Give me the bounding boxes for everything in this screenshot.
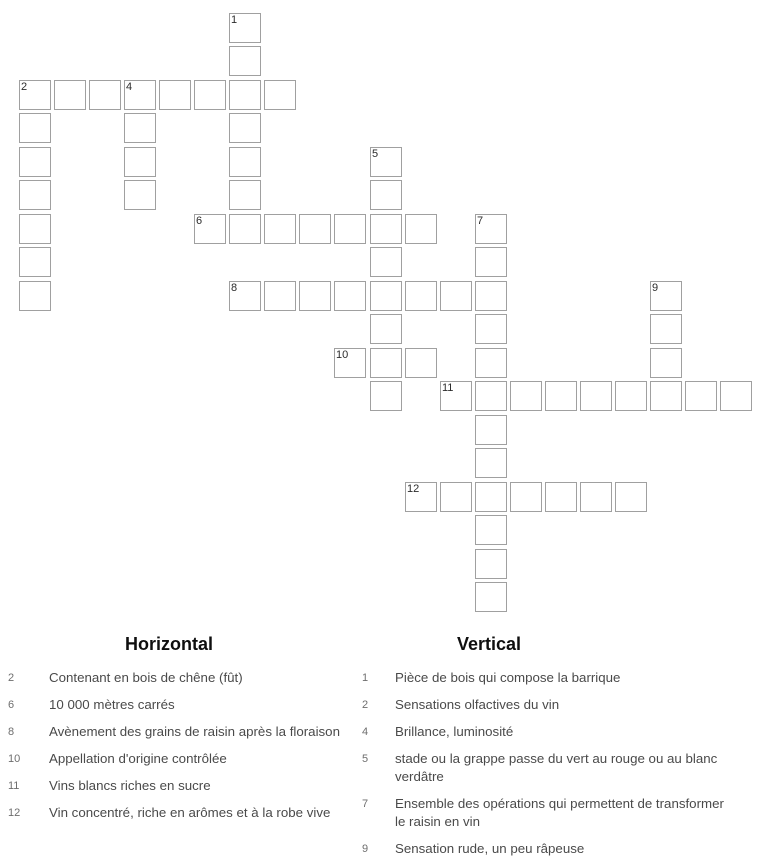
grid-cell[interactable] — [405, 348, 437, 378]
clue-text: Appellation d'origine contrôlée — [49, 751, 227, 766]
cell-number: 8 — [231, 282, 238, 294]
grid-cell[interactable] — [89, 80, 121, 110]
grid-cell[interactable] — [229, 281, 261, 311]
clue-number: 7 — [362, 798, 369, 810]
grid-cell[interactable] — [475, 314, 507, 344]
clue-text: 10 000 mètres carrés — [49, 697, 175, 712]
grid-cell[interactable] — [334, 281, 366, 311]
clue-text: Sensation rude, un peu râpeuse — [395, 841, 585, 856]
cell-number: 2 — [21, 81, 28, 93]
grid-cell[interactable] — [370, 348, 402, 378]
grid-cell[interactable] — [229, 80, 261, 110]
grid-cell[interactable] — [19, 214, 51, 244]
grid-cell[interactable] — [685, 381, 717, 411]
cell-number: 4 — [126, 81, 133, 93]
grid-cell[interactable] — [440, 281, 472, 311]
clue-number: 6 — [8, 699, 15, 711]
grid-cell[interactable] — [334, 348, 366, 378]
horizontal-clues-section — [8, 634, 361, 831]
grid-cell[interactable] — [299, 281, 331, 311]
clue-text: Vin concentré, riche en arômes et à la robe vive — [49, 805, 331, 820]
grid-cell[interactable] — [264, 214, 296, 244]
grid-cell[interactable] — [475, 381, 507, 411]
grid-cell[interactable] — [650, 314, 682, 344]
grid-cell[interactable] — [615, 482, 647, 512]
grid-cell[interactable] — [229, 13, 261, 43]
grid-cell[interactable] — [475, 549, 507, 579]
clue-text: Brillance, luminosité — [395, 724, 514, 739]
grid-cell[interactable] — [370, 247, 402, 277]
cell-number: 12 — [407, 483, 420, 495]
clue-number: 11 — [8, 780, 20, 792]
clue-number: 10 — [8, 753, 21, 765]
clue-item — [8, 669, 361, 687]
clue-item — [8, 750, 361, 768]
grid-cell[interactable] — [19, 281, 51, 311]
grid-cell[interactable] — [650, 348, 682, 378]
grid-cell[interactable] — [124, 113, 156, 143]
clue-text: Avènement des grains de raisin après la floraison — [49, 724, 340, 739]
clue-item — [8, 696, 361, 714]
grid-cell[interactable] — [650, 281, 682, 311]
clue-item — [362, 696, 758, 714]
cell-number: 9 — [652, 282, 659, 294]
grid-cell[interactable] — [19, 147, 51, 177]
grid-cell[interactable] — [229, 113, 261, 143]
cell-number: 6 — [196, 215, 203, 227]
clue-text: Ensemble des opérations qui permettent de transformer le raisin en vin — [395, 796, 724, 829]
cell-number: 7 — [477, 215, 484, 227]
clue-number: 2 — [362, 699, 369, 711]
clue-item — [362, 750, 758, 786]
grid-cell[interactable] — [19, 80, 51, 110]
grid-cell[interactable] — [475, 448, 507, 478]
grid-cell[interactable] — [370, 147, 402, 177]
clue-number: 2 — [8, 672, 15, 684]
clue-number: 4 — [362, 726, 369, 738]
cell-number: 11 — [442, 382, 454, 394]
vertical-clue-list — [362, 669, 758, 858]
vertical-clues-title: Vertical — [456, 634, 522, 654]
grid-cell[interactable] — [615, 381, 647, 411]
grid-cell[interactable] — [159, 80, 191, 110]
grid-cell[interactable] — [405, 214, 437, 244]
clue-item — [362, 795, 758, 831]
grid-cell[interactable] — [510, 482, 542, 512]
grid-cell[interactable] — [54, 80, 86, 110]
grid-cell[interactable] — [229, 180, 261, 210]
horizontal-clue-list — [8, 669, 361, 822]
clue-text: Pièce de bois qui compose la barrique — [395, 670, 621, 685]
grid-cell[interactable] — [370, 381, 402, 411]
grid-cell[interactable] — [370, 180, 402, 210]
clue-item — [362, 840, 758, 858]
clue-number: 5 — [362, 753, 369, 765]
clue-item — [8, 777, 361, 795]
grid-cell[interactable] — [510, 381, 542, 411]
grid-cell[interactable] — [19, 180, 51, 210]
grid-cell[interactable] — [229, 147, 261, 177]
grid-cell[interactable] — [334, 214, 366, 244]
grid-cell[interactable] — [370, 214, 402, 244]
cell-number: 5 — [372, 148, 379, 160]
grid-cell[interactable] — [194, 214, 226, 244]
grid-cell[interactable] — [580, 482, 612, 512]
clue-number: 9 — [362, 843, 369, 855]
grid-cell[interactable] — [545, 381, 577, 411]
grid-cell[interactable] — [440, 482, 472, 512]
vertical-clues-section — [362, 634, 758, 865]
grid-cell[interactable] — [370, 314, 402, 344]
grid-cell[interactable] — [264, 80, 296, 110]
clue-text: Contenant en bois de chêne (fût) — [49, 670, 243, 685]
clue-text: stade ou la grappe passe du vert au rouge ou au blanc verdâtre — [395, 751, 718, 784]
grid-cell[interactable] — [475, 281, 507, 311]
grid-cell[interactable] — [194, 80, 226, 110]
grid-cell[interactable] — [720, 381, 752, 411]
grid-cell[interactable] — [19, 247, 51, 277]
grid-cell[interactable] — [475, 415, 507, 445]
grid-cell[interactable] — [19, 113, 51, 143]
grid-cell[interactable] — [299, 214, 331, 244]
grid-cell[interactable] — [475, 515, 507, 545]
clue-item — [362, 723, 758, 741]
grid-cell[interactable] — [545, 482, 577, 512]
clue-text: Vins blancs riches en sucre — [49, 778, 211, 793]
clue-item — [8, 723, 361, 741]
grid-cell[interactable] — [475, 348, 507, 378]
grid-cell[interactable] — [124, 80, 156, 110]
grid-cell[interactable] — [229, 214, 261, 244]
grid-cell[interactable] — [580, 381, 612, 411]
grid-cell[interactable] — [229, 46, 261, 76]
grid-cell[interactable] — [475, 214, 507, 244]
grid-cell[interactable] — [405, 281, 437, 311]
grid-cell[interactable] — [650, 381, 682, 411]
cell-number: 10 — [336, 349, 349, 361]
grid-cell[interactable] — [440, 381, 472, 411]
grid-cell[interactable] — [475, 482, 507, 512]
grid-cell[interactable] — [264, 281, 296, 311]
clue-item — [8, 804, 361, 822]
cell-number: 1 — [231, 14, 238, 26]
clue-number: 8 — [8, 726, 15, 738]
clue-item — [362, 669, 758, 687]
clue-text: Sensations olfactives du vin — [395, 697, 560, 712]
grid-cell[interactable] — [475, 582, 507, 612]
clue-number: 12 — [8, 807, 21, 819]
grid-cell[interactable] — [475, 247, 507, 277]
grid-cell[interactable] — [124, 180, 156, 210]
horizontal-clues-title: Horizontal — [125, 634, 213, 654]
grid-cell[interactable] — [405, 482, 437, 512]
grid-cell[interactable] — [124, 147, 156, 177]
grid-cell[interactable] — [370, 281, 402, 311]
clue-number: 1 — [362, 672, 369, 684]
